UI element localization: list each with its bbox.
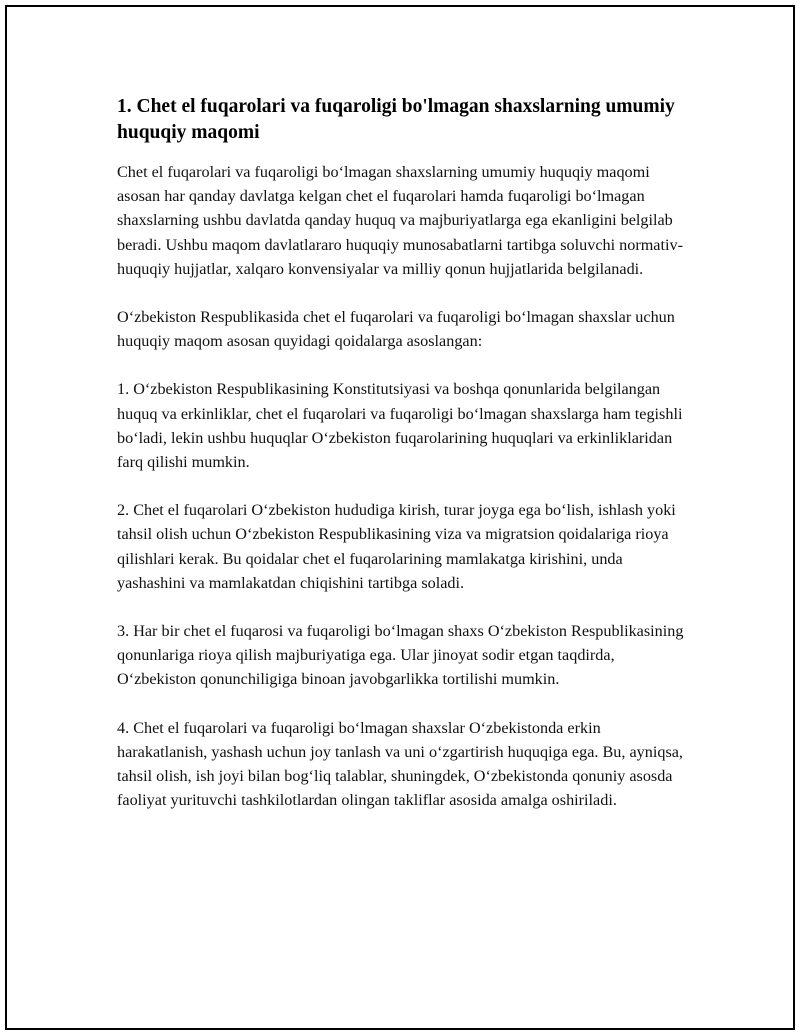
paragraph-rules-lead: O‘zbekiston Respublikasida chet el fuqarolari va fuqaroligi bo‘lmagan shaxslar uchun huquqiy maqom asosan quyidagi qoidalarga asoslangan: [117,308,675,351]
paragraph-rule-4: 4. Chet el fuqarolari va fuqaroligi bo‘lmagan shaxslar O‘zbekistonda erkin harakatlanish, yashash uchun joy tanlash va uni o‘zgartirish huquqiga ega. Bu, ayniqsa, tahsil olish, ish joyi bilan bog‘liq talablar, shuningdek, O‘zbekistonda qonuniy asosda faoliyat yurituvchi tashkilotlardan olingan takliflar asosida amalga oshiriladi. [117,718,683,810]
paragraph-rule-3: 3. Har bir chet el fuqarosi va fuqaroligi bo‘lmagan shaxs O‘zbekiston Respublikasining qonunlariga rioya qilish majburiyatiga ega. Ular jinoyat sodir etgan taqdirda, O‘zbekiston qonunchiligiga binoan javobgarlikka tortilishi mumkin. [117,622,684,689]
document-body [117,94,687,836]
paragraph-intro: Chet el fuqarolari va fuqaroligi bo‘lmagan shaxslarning umumiy huquqiy maqomi asosan har qanday davlatga kelgan chet el fuqarolari hamda fuqaroligi bo‘lmagan shaxslarning ushbu davlatda qanday huquq va majburiyatlarga ega ekanligini belgilab beradi. Ushbu maqom davlatlararo huquqiy munosabatlarni tartibga soluvchi normativ-huquqiy hujjatlar, xalqaro konvensiyalar va milliy qonun hujjatlarida belgilanadi. [117,163,683,278]
paragraph-rule-2: 2. Chet el fuqarolari O‘zbekiston hududiga kirish, turar joyga ega bo‘lish, ishlash yoki tahsil olish uchun O‘zbekiston Respublikasining viza va migratsion qoidalariga rioya qilishlari kerak. Bu qoidalar chet el fuqarolarining mamlakatga kirishini, unda yashashini va mamlakatdan chiqishini tartibga soladi. [117,501,676,592]
section-heading: 1. Chet el fuqarolari va fuqaroligi bo'lmagan shaxslarning umumiy huquqiy maqomi [117,96,675,143]
paragraph-rule-1: 1. O‘zbekiston Respublikasining Konstitutsiyasi va boshqa qonunlarida belgilangan huquq va erkinliklar, chet el fuqarolari va fuqaroligi bo‘lmagan shaxslarga ham tegishli bo‘ladi, lekin ushbu huquqlar O‘zbekiston fuqarolarining huquqlari va erkinliklaridan farq qilishi mumkin. [117,380,683,472]
